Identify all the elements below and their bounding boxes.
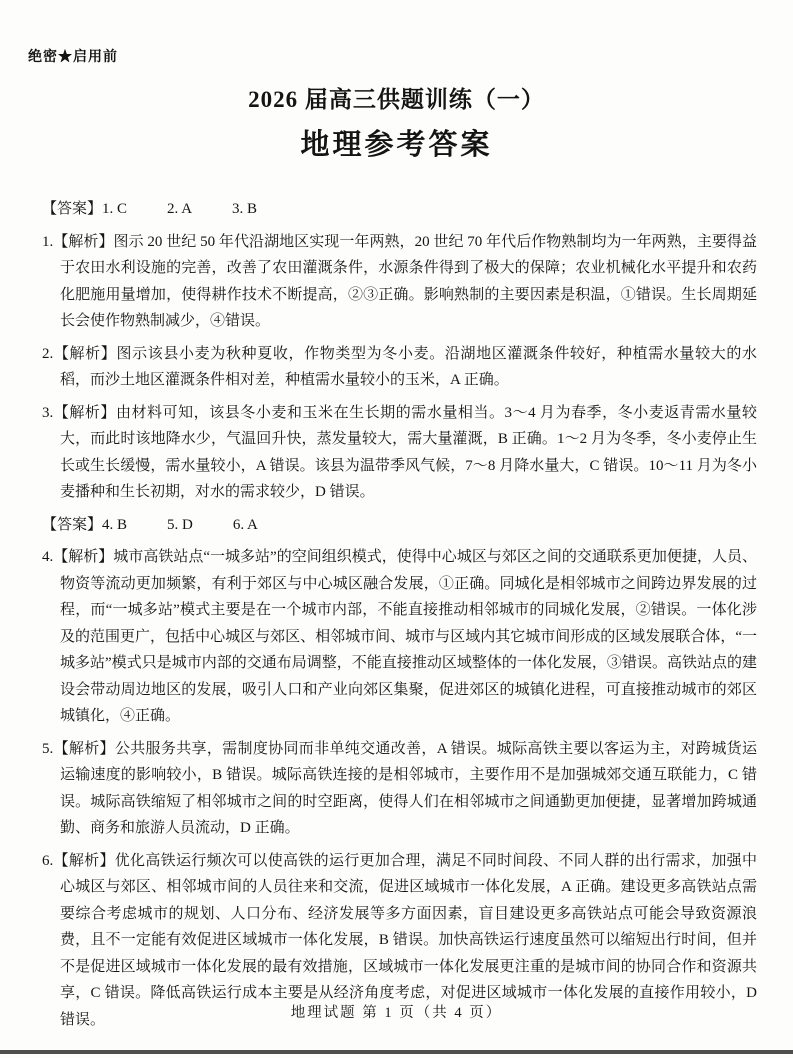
answers-row-q1-q3	[42, 196, 757, 223]
page-footer: 地理试题 第 1 页（共 4 页）	[290, 1005, 503, 1021]
explanation-q1	[42, 229, 757, 335]
explanation-q1-text: 图示 20 世纪 50 年代沿湖地区实现一年两熟，20 世纪 70 年代后作物熟制均为一年两熟，主要得益于农田水利设施的完善，改善了农田灌溉条件，水源条件得到了极大的保障；农业机械化水平提升和农药化肥施用量增加，使得耕作技术不断提高，②③正确。影响熟制的主要因素是积温，①错误。生长周期延长会使作物熟制减少，④错误。	[60, 233, 757, 329]
explanation-q6-text: 优化高铁运行频次可以使高铁的运行更加合理，满足不同时间段、不同人群的出行需求，加强中心城区与郊区、相邻城市间的人员往来和交流，促进区域城市一体化发展，A 正确。建设更多高铁站点需要综合考虑城市的规划、人口分布、经济发展等多方面因素，盲目建设更多高铁站点可能会导致资源浪费，且不一定能有效促进区域城市一体化发展，B 错误。加快高铁运行速度虽然可以缩短出行时间，但并不是促进区域城市一体化发展的最有效措施，区域城市一体化发展更注重的是城市间的协同合作和资源共享，C 错误。降低高铁运行成本主要是从经济角度考虑，对促进区域城市一体化发展的直接作用较小，D 错误。	[60, 852, 757, 1028]
answer-q4: 4. B	[102, 516, 128, 533]
explanation-q4-text: 城市高铁站点“一城多站”的空间组织模式，使得中心城区与郊区之间的交通联系更加便捷，人员、物资等流动更加频繁，有利于郊区与中心城区融合发展，①正确。同城化是相邻城市之间跨边界发展的过程，而“一城多站”模式主要是在一个城市内部，不能直接推动相邻城市的同城化发展，②错误。一体化涉及的范围更广，包括中心城区与郊区、相邻城市间、城市与区域内其它城市间形成的区域发展联合体，“一城多站”模式只是城市内部的交通布局调整，不能直接推动区域整体的一体化发展，③错误。高铁站点的建设会带动周边地区的发展，吸引人口和产业向郊区集聚，促进郊区的城镇化进程，可直接推动城市的郊区城镇化，④正确。	[60, 549, 757, 724]
explanation-q5-text: 公共服务共享，需制度协同而非单纯交通改善，A 错误。城际高铁主要以客运为主，对跨城货运运输速度的影响较小，B 错误。城际高铁连接的是相邻城市，主要作用不是加强城郊交通互联能力，C 错误。城际高铁缩短了相邻城市之间的时空距离，使得人们在相邻城市之间通勤更加便捷，显著增加跨城通勤、商务和旅游人员流动，D 正确。	[60, 740, 757, 836]
answers-label: 【答案】	[42, 201, 103, 217]
answer-key-subtitle: 地理参考答案	[300, 129, 493, 161]
explanation-q2	[42, 341, 757, 394]
answers-label: 【答案】	[42, 516, 103, 533]
explanation-q4-prefix: 4.【解析】	[42, 549, 114, 565]
explanation-q1-prefix: 1.【解析】	[42, 233, 114, 250]
security-classification-label: 绝密★启用前	[28, 50, 118, 65]
explanation-q2-text: 图示该县小麦为秋种夏收，作物类型为冬小麦。沿湖地区灌溉条件较好，种植需水量较大的水稻，而沙土地区灌溉条件相对差，种植需水量较小的玉米，A 正确。	[60, 345, 757, 388]
exam-title: 2026 届高三供题训练（一）	[248, 87, 545, 112]
answers-row-q4-q6	[42, 512, 757, 539]
answer-q6: 6. A	[232, 516, 258, 533]
explanation-q4	[42, 544, 757, 730]
answer-q1: 1. C	[102, 201, 128, 217]
explanation-q6-prefix: 6.【解析】	[42, 852, 115, 869]
answer-q2: 2. A	[167, 201, 193, 217]
explanation-q5-prefix: 5.【解析】	[42, 740, 115, 757]
explanation-q3-prefix: 3.【解析】	[42, 404, 116, 421]
document-header	[0, 81, 793, 163]
explanation-q5	[42, 736, 757, 842]
explanation-q3	[42, 400, 757, 506]
answer-key-content	[42, 190, 757, 1039]
answer-q5: 5. D	[167, 516, 193, 533]
answer-q3: 3. B	[232, 201, 258, 217]
page-bottom-border	[0, 1050, 793, 1054]
explanation-q2-prefix: 2.【解析】	[42, 345, 117, 362]
explanation-q3-text: 由材料可知，该县冬小麦和玉米在生长期的需水量相当。3～4 月为春季，冬小麦返青需水量较大，而此时该地降水少，气温回升快，蒸发量较大，需大量灌溉，B 正确。1～2 月为冬季，冬小麦停止生长或生长缓慢，需水量较小，A 错误。该县为温带季风气候，7～8 月降水量大，C 错误。10～11 月为冬小麦播种和生长初期，对水的需求较少，D 错误。	[60, 404, 757, 500]
